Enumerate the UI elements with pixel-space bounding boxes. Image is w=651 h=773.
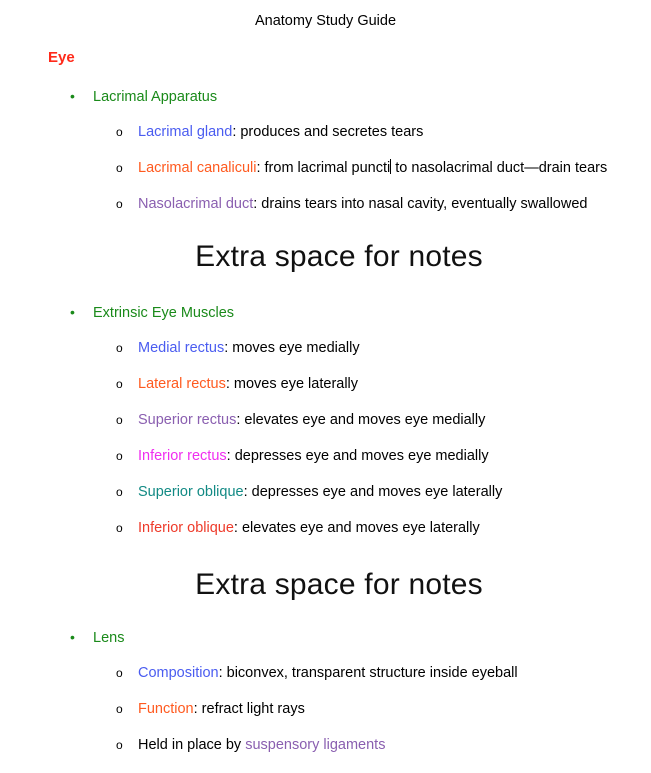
document-title: Anatomy Study Guide — [254, 13, 397, 29]
list-item — [116, 699, 305, 719]
description: : moves eye medially — [224, 340, 360, 356]
term: Medial rectus — [138, 340, 225, 356]
term: Superior rectus — [138, 412, 237, 428]
description: : elevates eye and moves eye laterally — [233, 520, 480, 536]
section-heading-eye: Eye — [48, 49, 75, 66]
notes-placeholder: Extra space for notes — [195, 240, 483, 273]
topic-lens — [70, 627, 124, 647]
term: Composition — [138, 665, 219, 681]
list-item — [116, 735, 385, 755]
description-continued[interactable]: to nasolacrimal duct—drain tears — [391, 160, 608, 176]
description[interactable]: : from lacrimal puncti — [256, 160, 391, 176]
topic-label: Lacrimal Apparatus — [93, 89, 218, 105]
list-item — [116, 158, 607, 178]
list-item — [116, 663, 518, 683]
circle-bullet-icon: o — [116, 702, 123, 716]
list-item — [116, 338, 360, 358]
description: : biconvex, transparent structure inside eyeball — [218, 665, 518, 681]
topic-label: Extrinsic Eye Muscles — [93, 305, 235, 321]
circle-bullet-icon: o — [116, 125, 123, 139]
description: : moves eye laterally — [225, 376, 359, 392]
term: Function — [138, 701, 194, 717]
list-item — [116, 194, 587, 214]
list-item — [116, 446, 489, 466]
description: : produces and secretes tears — [232, 124, 424, 140]
circle-bullet-icon: o — [116, 197, 123, 211]
term: Inferior oblique — [138, 520, 234, 536]
term: suspensory ligaments — [245, 737, 386, 753]
description: : drains tears into nasal cavity, eventually swallowed — [253, 196, 588, 212]
bullet-icon: • — [70, 88, 75, 104]
bullet-icon: • — [70, 304, 75, 320]
topic-extrinsic-eye-muscles — [70, 302, 234, 322]
term: Lateral rectus — [138, 376, 226, 392]
bullet-icon: • — [70, 629, 75, 645]
circle-bullet-icon: o — [116, 413, 123, 427]
description: : elevates eye and moves eye medially — [236, 412, 486, 428]
circle-bullet-icon: o — [116, 485, 123, 499]
term: Lacrimal gland — [138, 124, 233, 140]
circle-bullet-icon: o — [116, 521, 123, 535]
circle-bullet-icon: o — [116, 377, 123, 391]
description: : depresses eye and moves eye medially — [226, 448, 489, 464]
term: Inferior rectus — [138, 448, 227, 464]
list-item — [116, 122, 423, 142]
list-item — [116, 410, 485, 430]
description: : refract light rays — [193, 701, 305, 717]
circle-bullet-icon: o — [116, 161, 123, 175]
list-item — [116, 374, 358, 394]
circle-bullet-icon: o — [116, 449, 123, 463]
term: Superior oblique — [138, 484, 244, 500]
circle-bullet-icon: o — [116, 341, 123, 355]
circle-bullet-icon: o — [116, 666, 123, 680]
circle-bullet-icon: o — [116, 738, 123, 752]
topic-label: Lens — [93, 630, 125, 646]
term: Nasolacrimal duct — [138, 196, 254, 212]
list-item — [116, 482, 502, 502]
notes-placeholder: Extra space for notes — [195, 568, 483, 601]
description: : depresses eye and moves eye laterally — [243, 484, 503, 500]
topic-lacrimal-apparatus — [70, 86, 217, 106]
list-item — [116, 518, 480, 538]
description-prefix: Held in place by — [138, 737, 246, 753]
term: Lacrimal canaliculi — [138, 160, 257, 176]
